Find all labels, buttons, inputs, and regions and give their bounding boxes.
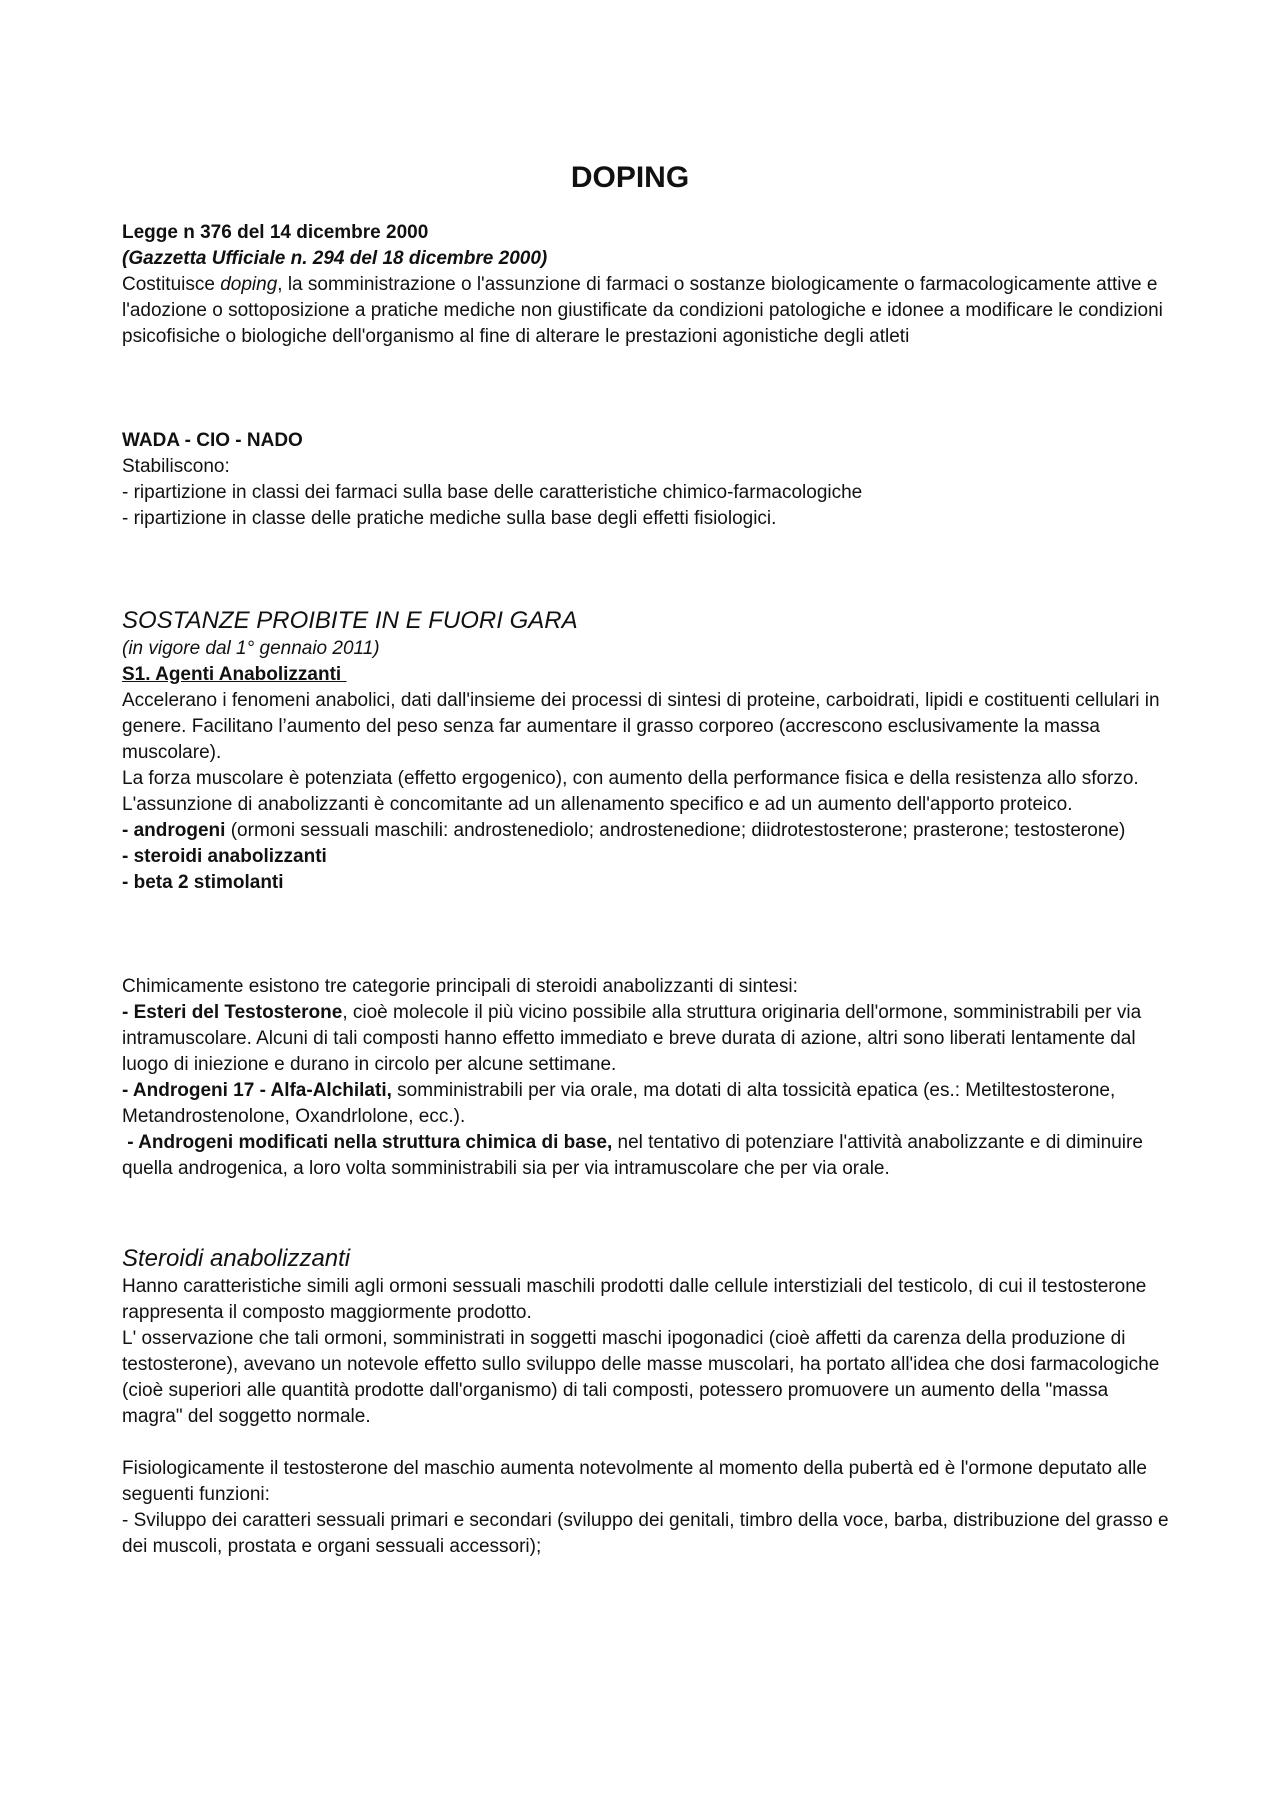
androgeni-label: - androgeni xyxy=(122,820,226,841)
category-label: - Androgeni 17 - Alfa-Alchilati, xyxy=(122,1080,392,1101)
wada-heading: WADA - CIO - NADO xyxy=(122,430,303,451)
document-page xyxy=(122,150,1172,1560)
category-item xyxy=(122,1078,1172,1130)
steroids-paragraph: L' osservazione che tali ormoni, somministrati in soggetti maschi ipogonadici (cioè affetti da carenza della produzione di testosterone), avevano un notevole effetto sullo sviluppo delle masse muscolari, ha portato all'idea che dosi farmacologiche (cioè superiori alle quantità prodotte dall'organismo) di tali composti, potessero promuovere un aumento della "massa magra" del soggetto normale. xyxy=(122,1328,1160,1427)
category-label: - Esteri del Testosterone xyxy=(122,1002,343,1023)
law-text-italic: doping xyxy=(220,274,278,295)
law-gazette: (Gazzetta Ufficiale n. 294 del 18 dicembre 2000) xyxy=(122,248,548,269)
category-desc: nel tentativo di potenziare l'attività anabolizzante e di diminuire quella androgenica, a loro volta somministrabili sia per via intramuscolare che per via orale. xyxy=(122,1132,1143,1179)
s1-heading: S1. Agenti Anabolizzanti xyxy=(122,664,347,685)
steroids-paragraph: Hanno caratteristiche simili agli ormoni sessuali maschili prodotti dalle cellule interstiziali del testicolo, di cui il testosterone rappresenta il composto maggiormente prodotto. xyxy=(122,1276,1147,1323)
wada-item: - ripartizione in classi dei farmaci sulla base delle caratteristiche chimico-farmacologiche xyxy=(122,482,863,503)
wada-intro: Stabiliscono: xyxy=(122,456,230,477)
category-label: - Androgeni modificati nella struttura chimica di base, xyxy=(127,1132,613,1153)
s1-paragraph: La forza muscolare è potenziata (effetto ergogenico), con aumento della performance fisica e della resistenza allo sforzo. xyxy=(122,768,1139,789)
s1-paragraph: L'assunzione di anabolizzanti è concomitante ad un allenamento specifico e ad un aumento dell'apporto proteico. xyxy=(122,794,1073,815)
s1-paragraph: Accelerano i fenomeni anabolici, dati dall'insieme dei processi di sintesi di proteine, carboidrati, lipidi e costituenti cellulari in genere. Facilitano l’aumento del peso senza far aumentare il grasso corporeo (accrescono esclusivamente la massa muscolare). xyxy=(122,690,1160,763)
steroids-paragraph: - Sviluppo dei caratteri sessuali primari e secondari (sviluppo dei genitali, timbro della voce, barba, distribuzione del grasso e dei muscoli, prostata e organi sessuali accessori); xyxy=(122,1510,1169,1557)
page-title: DOPING xyxy=(570,161,690,194)
categories-intro: Chimicamente esistono tre categorie principali di steroidi anabolizzanti di sintesi: xyxy=(122,976,798,997)
androgeni-desc: (ormoni sessuali maschili: androstenediolo; androstenedione; diidrotestosterone; prasterone; testosterone) xyxy=(225,820,1126,841)
steroidi-item: - steroidi anabolizzanti xyxy=(122,846,327,867)
category-desc: , cioè molecole il più vicino possibile alla struttura originaria dell'ormone, somministrabili per via intramuscolare. Alcuni di tali composti hanno effetto immediato e breve durata di azione, altri sono liberati lentamente dal luogo di iniezione e durano in circolo per alcune settimane. xyxy=(122,1002,1142,1075)
steroids-paragraph: Fisiologicamente il testosterone del maschio aumenta notevolmente al momento della pubertà ed è l'ormone deputato alle seguenti funzioni: xyxy=(122,1458,1147,1505)
wada-item: - ripartizione in classe delle pratiche mediche sulla base degli effetti fisiologici. xyxy=(122,508,777,529)
law-text-before: Costituisce xyxy=(122,274,221,295)
law-text-after: , la somministrazione o l'assunzione di farmaci o sostanze biologicamente o farmacologicamente attive e l'adozione o sottoposizione a pratiche mediche non giustificate da condizioni patologiche e idonee a modificare le condizioni psicofisiche o biologiche dell'organismo al fine di alterare le prestazioni agonistiche degli atleti xyxy=(122,274,1163,347)
prohibited-subheading: (in vigore dal 1° gennaio 2011) xyxy=(122,638,380,659)
category-item xyxy=(122,1130,1172,1182)
law-heading: Legge n 376 del 14 dicembre 2000 xyxy=(122,222,429,243)
category-desc: somministrabili per via orale, ma dotati di alta tossicità epatica (es.: Metiltestosterone, Metandrostenolone, Oxandrlolone, ecc.). xyxy=(122,1080,1116,1127)
androgeni-item xyxy=(122,818,1172,844)
steroids-heading: Steroidi anabolizzanti xyxy=(122,1245,351,1272)
law-text xyxy=(122,272,1172,350)
prohibited-heading: SOSTANZE PROIBITE IN E FUORI GARA xyxy=(122,607,578,634)
category-item xyxy=(122,1000,1172,1078)
beta-item: - beta 2 stimolanti xyxy=(122,872,284,893)
